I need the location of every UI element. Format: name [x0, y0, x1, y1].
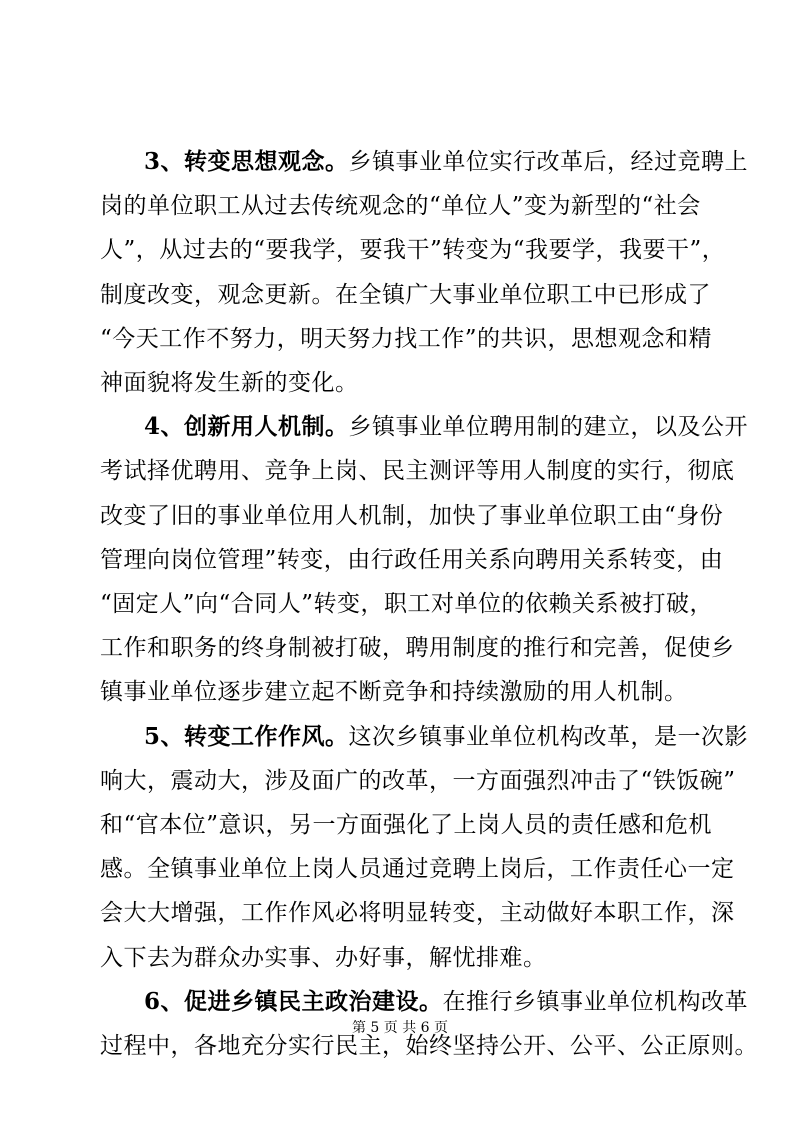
paragraph-6-line-2: 过程中，各地充分实行民主，始终坚持公开、公平、公正原则。 — [100, 1033, 758, 1059]
paragraph-5-heading: 5、转变工作作风。 — [144, 723, 349, 750]
paragraph-6-text: 在推行乡镇事业单位机构改革 — [442, 989, 749, 1015]
paragraph-5-text: 这次乡镇事业单位机构改革，是一次影 — [348, 724, 749, 750]
paragraph-4-line-5: “固定人”向“合同人”转变，职工对单位的依赖关系被打破， — [100, 591, 714, 617]
paragraph-3-line-6: 神面貌将发生新的变化。 — [100, 370, 359, 396]
paragraph-5-line-6: 入下去为群众办实事、办好事，解忧排难。 — [100, 945, 547, 971]
paragraph-4-text: 乡镇事业单位聘用制的建立，以及公开 — [348, 414, 749, 440]
paragraph-3-line-1 — [144, 140, 748, 184]
paragraph-3-line-4: 制度改变，观念更新。在全镇广大事业单位职工中已形成了 — [100, 282, 711, 308]
page-number: 第 5 页 共 6 页 — [351, 1020, 449, 1036]
paragraph-4-line-3: 改变了旧的事业单位用人机制，加快了事业单位职工由“身份 — [100, 503, 724, 529]
paragraph-4-line-1 — [144, 405, 748, 449]
paragraph-3-text: 乡镇事业单位实行改革后，经过竞聘上 — [348, 149, 749, 175]
paragraph-3-heading: 3、转变思想观念。 — [144, 148, 349, 175]
paragraph-3-line-3: 人”，从过去的“要我学，要我干”转变为“我要学，我要干”， — [100, 237, 726, 263]
paragraph-4-line-6: 工作和职务的终身制被打破，聘用制度的推行和完善，促使乡 — [100, 635, 735, 661]
paragraph-4-heading: 4、创新用人机制。 — [144, 413, 349, 440]
paragraph-6-heading: 6、促进乡镇民主政治建设。 — [144, 988, 443, 1015]
paragraph-3-line-5: “今天工作不努力，明天努力找工作”的共识，思想观念和精 — [100, 326, 713, 352]
paragraph-4-line-4: 管理向岗位管理”转变，由行政任用关系向聘用关系转变，由 — [100, 547, 724, 573]
paragraph-5-line-1 — [144, 715, 748, 759]
page-footer — [0, 1018, 800, 1038]
paragraph-4-line-7: 镇事业单位逐步建立起不断竞争和持续激励的用人机制。 — [100, 679, 688, 705]
paragraph-5-line-3: 和“官本位”意识，另一方面强化了上岗人员的责任感和危机 — [100, 812, 713, 838]
paragraph-4-line-2: 考试择优聘用、竞争上岗、民主测评等用人制度的实行，彻底 — [100, 458, 735, 484]
paragraph-5-line-4: 感。全镇事业单位上岗人员通过竞聘上岗后，工作责任心一定 — [100, 856, 735, 882]
paragraph-3-line-2: 岗的单位职工从过去传统观念的“单位人”变为新型的“社会 — [100, 193, 701, 219]
paragraph-5-line-2: 响大，震动大，涉及面广的改革，一方面强烈冲击了“铁饭碗” — [100, 768, 736, 794]
paragraph-5-line-5: 会大大增强，工作作风必将明显转变，主动做好本职工作，深 — [100, 900, 735, 926]
